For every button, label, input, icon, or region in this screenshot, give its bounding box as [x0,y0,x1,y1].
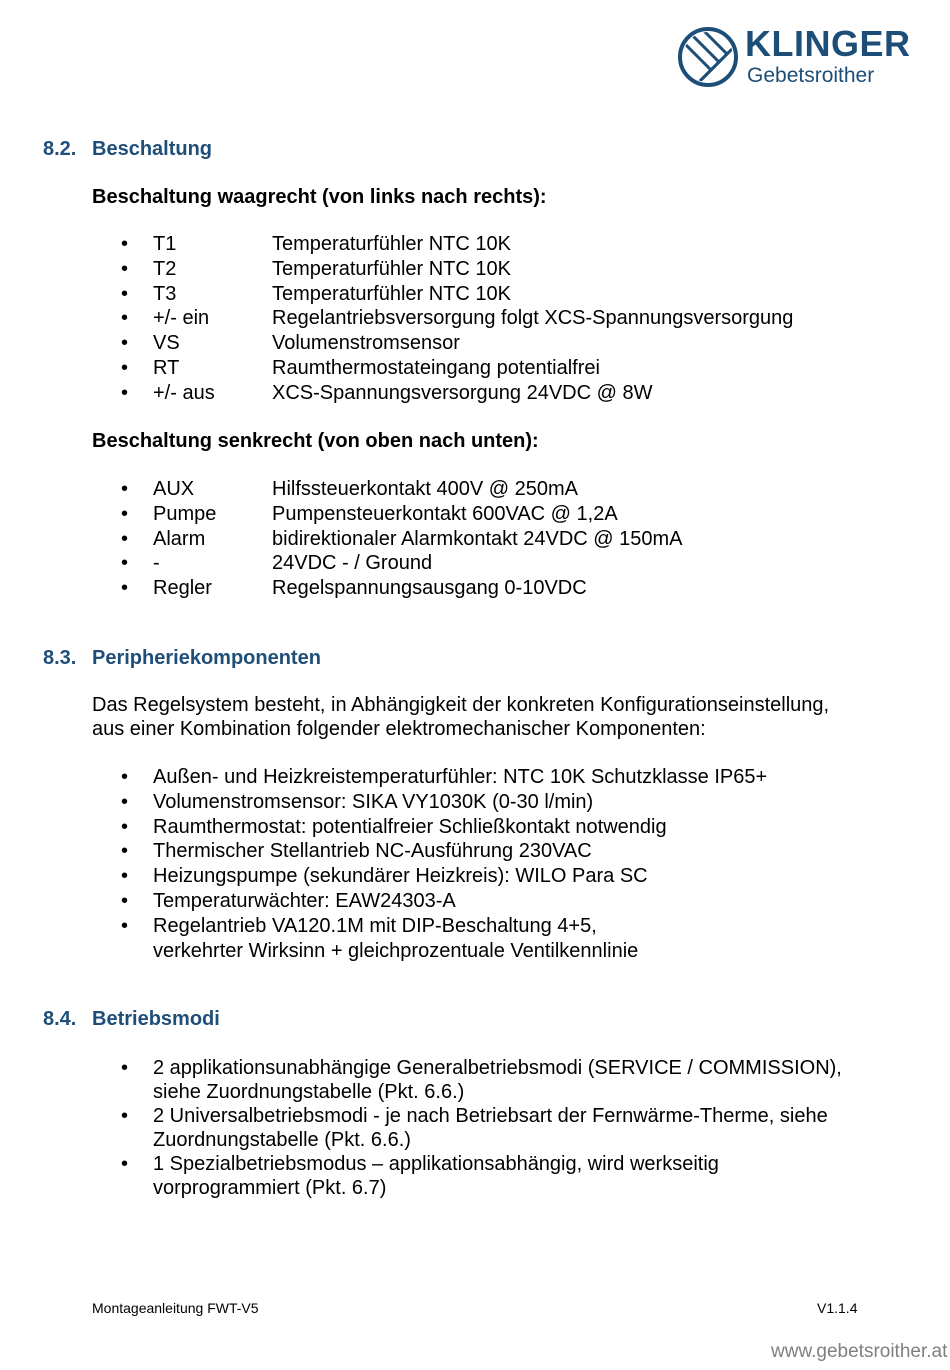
terminal-description: Hilfssteuerkontakt 400V @ 250mA [272,478,579,500]
klinger-circle-logo-icon [677,26,739,88]
section-intro [92,693,829,741]
list-item-text: 1 Spezialbetriebsmodus – applikationsabhängig, wird werkseitig [153,1153,719,1175]
section-title-8-4 [43,1007,220,1031]
list-item [0,282,793,307]
company-logo [677,23,937,92]
list-item [0,765,767,790]
bullet-icon: • [121,527,129,550]
brand-name: KLINGER [745,23,911,64]
terminal-description: Regelspannungsausgang 0-10VDC [272,577,587,600]
list-item-text: Thermischer Stellantrieb NC-Ausführung 230VAC [153,840,592,863]
list-item-text: verkehrter Wirksinn + gleichprozentuale Ventilkennlinie [153,939,639,962]
list-item-text: Temperaturwächter: EAW24303-A [153,889,456,912]
list-item [0,356,793,381]
bullet-icon: • [121,865,129,888]
terminal-description: 24VDC - / Ground [272,552,433,575]
list-item [0,1104,883,1152]
footer-document-title: Montageanleitung FWT-V5 [92,1300,259,1316]
horizontal-wiring-list [0,232,793,406]
terminal-description: bidirektionaler Alarmkontakt 24VDC @ 150mA [272,527,683,550]
terminal-label: +/- aus [153,381,215,404]
terminal-description: Raumthermostateingang potentialfrei [272,356,600,379]
bullet-icon: • [121,1057,129,1079]
list-item-text: 2 Universalbetriebsmodi - je nach Betriebsart der Fernwärme-Therme, siehe [153,1105,828,1127]
terminal-label: Pumpe [153,502,217,525]
bullet-icon: • [121,914,129,937]
bullet-icon: • [121,552,129,575]
vertical-wiring-heading: Beschaltung senkrecht (von oben nach unten): [92,430,539,452]
section-number: 8.3. [43,647,77,669]
footer-website-link[interactable]: www.gebetsroither.at [771,1341,948,1362]
section-title-text: Betriebsmodi [92,1008,220,1030]
bullet-icon: • [121,257,129,280]
terminal-label: - [153,552,160,575]
terminal-label: AUX [153,478,195,500]
terminal-label: VS [153,332,180,355]
bullet-icon: • [121,502,129,525]
terminal-description: XCS-Spannungsversorgung 24VDC @ 8W [272,381,653,404]
operating-modes-list [0,1056,883,1200]
list-item [0,914,767,964]
list-item [0,257,793,282]
footer-version: V1.1.4 [817,1300,858,1316]
list-item-text: 2 applikationsunabhängige Generalbetriebsmodi (SERVICE / COMMISSION), [153,1057,842,1079]
list-item [0,815,767,840]
intro-line: Das Regelsystem besteht, in Abhängigkeit der konkreten Konfigurationseinstellung, [92,694,830,716]
section-title-text: Beschaltung [92,138,213,160]
terminal-label: Alarm [153,527,206,550]
list-item [0,502,683,527]
list-item-text: Zuordnungstabelle (Pkt. 6.6.) [153,1129,411,1151]
list-item [0,477,683,502]
bullet-icon: • [121,1153,129,1175]
list-item-text: Außen- und Heizkreistemperaturfühler: NTC 10K Schutzklasse IP65+ [153,766,768,788]
list-item [0,1056,883,1104]
bullet-icon: • [121,356,129,379]
terminal-label: Regler [153,577,212,600]
list-item [0,576,683,601]
list-item [0,889,767,914]
list-item [0,331,793,356]
section-title-text: Peripheriekomponenten [92,647,321,669]
section-title-8-3 [43,646,321,670]
bullet-icon: • [121,840,129,863]
section-number: 8.2. [43,138,77,160]
bullet-icon: • [121,766,129,788]
terminal-description: Volumenstromsensor [272,332,460,355]
terminal-description: Pumpensteuerkontakt 600VAC @ 1,2A [272,502,618,525]
terminal-label: +/- ein [153,307,210,330]
bullet-icon: • [121,815,129,838]
list-item [0,551,683,576]
horizontal-wiring-heading: Beschaltung waagrecht (von links nach rechts): [92,186,547,208]
bullet-icon: • [121,790,129,813]
bullet-icon: • [121,282,129,305]
list-item-text: Heizungspumpe (sekundärer Heizkreis): WILO Para SC [153,865,648,888]
terminal-label: RT [153,356,180,379]
bullet-icon: • [121,307,129,330]
list-item-text: vorprogrammiert (Pkt. 6.7) [153,1177,387,1199]
bullet-icon: • [121,233,129,255]
vertical-wiring-list [0,477,683,601]
bullet-icon: • [121,478,129,500]
list-item [0,839,767,864]
terminal-description: Temperaturfühler NTC 10K [272,257,511,280]
list-item-text: Raumthermostat: potentialfreier Schließkontakt notwendig [153,815,667,838]
terminal-label: T1 [153,233,177,255]
terminal-label: T3 [153,282,177,305]
bullet-icon: • [121,577,129,600]
list-item [0,790,767,815]
bullet-icon: • [121,332,129,355]
list-item [0,381,793,406]
list-item-text: siehe Zuordnungstabelle (Pkt. 6.6.) [153,1081,465,1103]
peripheral-components-list [0,765,767,963]
terminal-description: Temperaturfühler NTC 10K [272,282,511,305]
section-title-8-2 [43,137,212,161]
intro-line: aus einer Kombination folgender elektromechanischer Komponenten: [92,718,706,740]
terminal-description: Temperaturfühler NTC 10K [272,233,511,255]
list-item [0,864,767,889]
section-number: 8.4. [43,1008,77,1030]
list-item [0,232,793,257]
bullet-icon: • [121,1105,129,1127]
terminal-label: T2 [153,257,177,280]
terminal-description: Regelantriebsversorgung folgt XCS-Spannungsversorgung [272,307,794,330]
list-item [0,1152,883,1200]
list-item-text: Regelantrieb VA120.1M mit DIP-Beschaltung 4+5, [153,914,597,937]
bullet-icon: • [121,889,129,912]
list-item-text: Volumenstromsensor: SIKA VY1030K (0-30 l/min) [153,790,594,813]
bullet-icon: • [121,381,129,404]
brand-subtitle: Gebetsroither [747,64,875,87]
list-item [0,306,793,331]
list-item [0,527,683,552]
